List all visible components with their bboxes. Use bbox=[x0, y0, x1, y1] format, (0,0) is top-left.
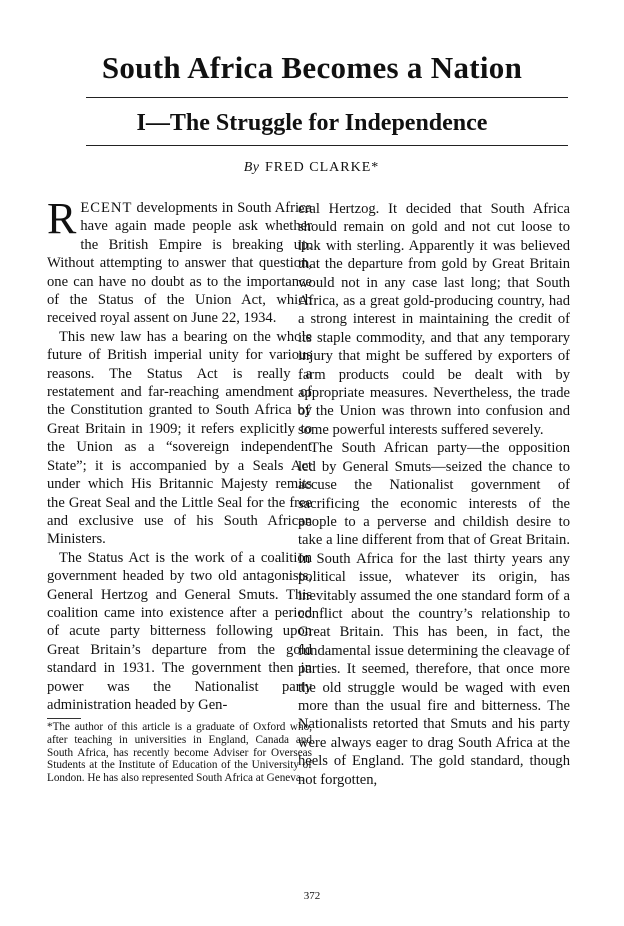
right-paragraph-1: eral Hertzog. It decided that South Africa should remain on gold and not cut loose to link with sterling. Apparently it was believed that the departure from gold by Great Britain would not in any case last long; that South Africa, as a great gold-producing country, had a strong interest in maintaining the credit of its staple commodity, and that any temporary injury that might be suffered by exporters of farm products could be dealt with by appropriate measures. Nevertheless, the trade of the Union was thrown into confusion and some powerful interests suffered severely. bbox=[298, 201, 570, 438]
title-rule bbox=[86, 97, 568, 98]
byline bbox=[0, 160, 624, 176]
right-column bbox=[298, 200, 570, 789]
footnote-rule bbox=[47, 718, 81, 719]
byline-by: By bbox=[243, 160, 260, 175]
author-name: FRED CLARKE bbox=[264, 160, 372, 175]
opening-smallcaps: ECENT bbox=[80, 200, 133, 216]
author-footnote-mark: * bbox=[371, 160, 381, 175]
right-paragraph-2: The South African party—the opposition led by General Smuts—seized the chance to accuse the Nationalist government of sacrificing the economic interests of the people to a perverse and childish desire to take a line different from that of Great Britain. In South Africa for the last thirty years any political issue, whatever its origin, has inevitably assumed the one standard form of a conflict about the country’s relationship to Great Britain. This has been, in fact, the fundamental issue determining the cleavage of parties. It seemed, therefore, that once more the old struggle would be waged with even more than the usual fire and bitterness. The Nationalists retorted that Smuts and his party were always eager to drag South Africa at the heels of England. The gold standard, though not forgotten, bbox=[298, 440, 570, 788]
article-title: South Africa Becomes a Nation bbox=[101, 50, 523, 85]
left-paragraph-2: This new law has a bearing on the whole future of British imperial unity for various reasons. The Status Act is really a restatement and far-reaching amendment of the Constitution granted to South Africa by Great Britain in 1909; it refers explicitly to the Union as a “sovereign independent State”; it is accompanied by a Seals Act under which His Britannic Majesty remits the Great Seal and the Little Seal for the free and exclusive use of his South African Ministers. bbox=[47, 328, 312, 548]
left-paragraph-3: The Status Act is the work of a coalition government headed by two old antagonists, General Hertzog and General Smuts. This coalition came into existence after a period of acute party bitterness following upon Great Britain’s departure from the gold standard in 1931. The government then in power was the Nationalist party administration headed by Gen- bbox=[47, 549, 312, 713]
left-column bbox=[47, 194, 312, 784]
page-number: 372 bbox=[303, 890, 321, 902]
drop-cap: R bbox=[47, 194, 77, 243]
article-subtitle: I—The Struggle for Independence bbox=[136, 110, 488, 136]
left-paragraph-1 bbox=[47, 194, 312, 328]
subtitle-rule bbox=[86, 145, 568, 146]
author-footnote: *The author of this article is a graduate of Oxford who, after teaching in universities in England, Canada and South Africa, has recently become Adviser for Overseas Students at the Institute of Education of the University of London. He has also represented South Africa at Geneva. bbox=[47, 721, 312, 784]
left-paragraph-1-text: developments in South Africa have again made people ask whether the British Empire is breaking up. Without attempting to answer that question, one can have no doubt as to the importance of the Status of the Union Act, which received royal assent on June 22, 1934. bbox=[47, 200, 312, 327]
